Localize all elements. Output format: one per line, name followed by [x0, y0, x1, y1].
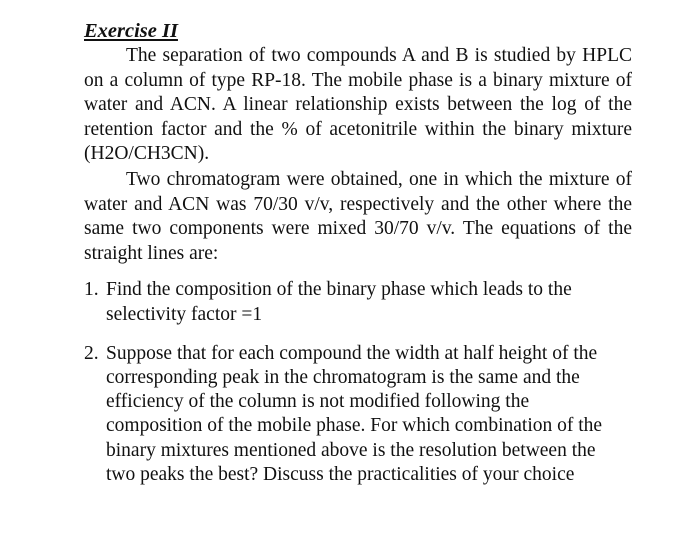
question-list [84, 278, 614, 487]
question-number: 1. [84, 279, 99, 301]
question-text: Suppose that for each compound the width at half height of the corresponding peak in the chromatogram is the same and the efficiency of the column is not modified following the composition of the mobile phase. For which combination of the binary mixtures mentioned above is the resolution between the two peaks the best? Discuss the practicalities of your choice [106, 342, 603, 485]
question-number: 2. [84, 342, 99, 364]
exercise-title: Exercise II [84, 20, 178, 42]
question-item [84, 278, 614, 326]
chromatogram-paragraph: Two chromatogram were obtained, one in which the mixture of water and ACN was 70/30 v/v, respectively and the other where the same two components were mixed 30/70 v/v. The equations of the straight lines are: [84, 168, 632, 264]
question-text: Find the composition of the binary phase which leads to the selectivity factor =1 [106, 279, 572, 325]
intro-paragraph: The separation of two compounds A and B is studied by HPLC on a column of type RP-18. The mobile phase is a binary mixture of water and ACN. A linear relationship exists between the log of the retention factor and the % of acetonitrile within the binary mixture (H2O/CH3CN). [84, 45, 632, 165]
question-item [84, 342, 614, 487]
exercise-document [84, 18, 632, 487]
